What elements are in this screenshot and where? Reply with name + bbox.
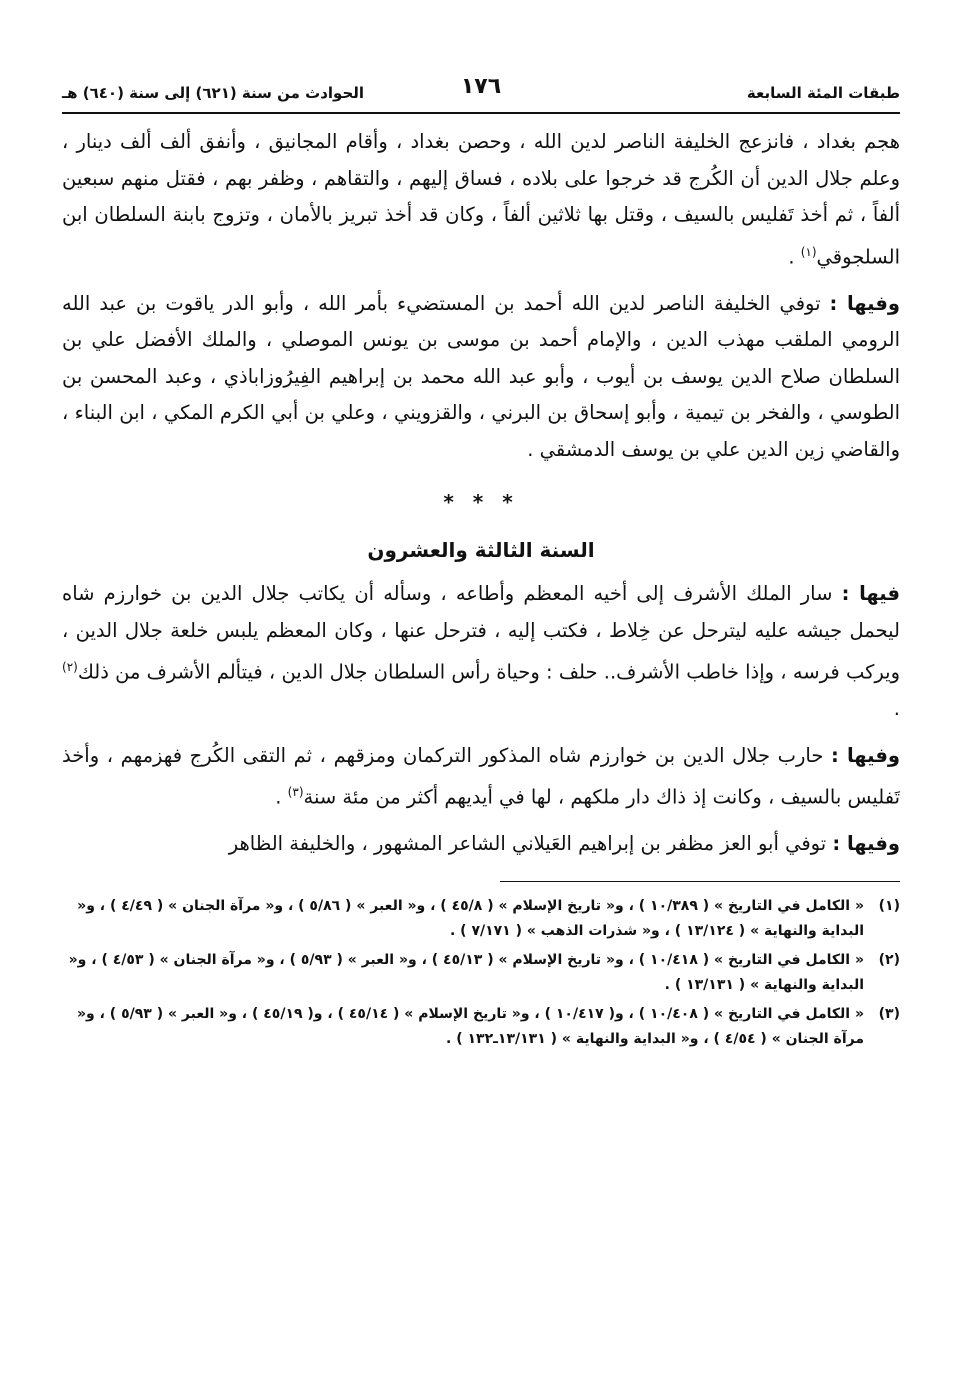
page-number: ١٧٦	[460, 74, 502, 99]
paragraph-end: .	[275, 785, 288, 809]
footnote-text: « الكامل في التاريخ » ( ١٠/٤٠٨ ) ، و( ١٠/٤١٧ ) ، و« تاريخ الإسلام » ( ٤٥/١٤ ) ، و( ٤٥/١٩ ) ، و« العبر » ( ٥/٩٣ ) ، و« مرآة الجنان » ( ٤/٥٤ ) ، و« البداية والنهاية » ( ١٣/١٣١ـ١٣٢ ) .	[76, 1005, 864, 1047]
paragraph	[62, 826, 900, 863]
footnotes	[62, 894, 900, 1052]
paragraph-text: هجم بغداد ، فانزعج الخليفة الناصر لدين الله ، وحصن بغداد ، وأقام المجانيق ، وأنفق ألف ألف دينار ، وعلم جلال الدين أن الكُرج قد خرجوا على بلاده ، فساق إليهم ، والتقاهم ، وظفر بهم ، فقتل منهم سبعين ألفاً ، ثم أخذ تَفليس بالسيف ، وقتل بها ثلاثين ألفاً ، وكان قد أخذ تبريز بالأمان ، وتزوج بابنة السلطان ابن السلجوقي	[62, 130, 900, 268]
footnote-text: « الكامل في التاريخ » ( ١٠/٤١٨ ) ، و« تاريخ الإسلام » ( ٤٥/١٣ ) ، و« العبر » ( ٥/٩٣ ) ، و« مرآة الجنان » ( ٤/٥٣ ) ، و« البداية والنهاية » ( ١٣/١٣١ ) .	[68, 951, 864, 993]
main-text	[62, 124, 900, 468]
footnote-number: (٢)	[878, 951, 900, 968]
section-separator: * * *	[443, 490, 519, 514]
footnote	[62, 948, 900, 998]
paragraph	[62, 738, 900, 817]
footnote	[62, 894, 900, 944]
running-header	[62, 74, 900, 108]
paragraph-text: حارب جلال الدين بن خوارزم شاه المذكور التركمان ومزقهم ، ثم التقى الكُرج فهزمهم ، وأخذ تَفليس بالسيف ، وكانت إذ ذاك دار ملكهم ، لها في أيديهم أكثر من مئة سنة	[62, 743, 900, 809]
footnote-number: (٣)	[878, 1005, 900, 1022]
header-divider	[62, 112, 900, 114]
section-text	[62, 576, 900, 863]
footnote	[62, 1002, 900, 1052]
footnote-number: (١)	[878, 897, 900, 914]
paragraph-text: توفي الخليفة الناصر لدين الله أحمد بن المستضيء بأمر الله ، وأبو الدر ياقوت بن عبد الله الرومي الملقب مهذب الدين ، والإمام أحمد بن موسى بن يونس الموصلي ، والملك الأفضل علي بن السلطان صلاح الدين يوسف بن أيوب ، وأبو عبد الله محمد بن إبراهيم الفِيرُوزاباذي ، وعبد المحسن بن الطوسي ، والفخر بن تيمية ، وأبو إسحاق بن البرني ، والقزويني ، وعلي بن أبي الكرم المكي ، ابن البناء ، والقاضي زين الدين علي بن يوسف الدمشقي .	[62, 291, 900, 461]
paragraph-end: .	[788, 245, 801, 268]
chapter-range-header: الحوادث من سنة (٦٢١) إلى سنة (٦٤٠) هـ	[62, 84, 365, 102]
paragraph	[62, 124, 900, 276]
footnote-text: « الكامل في التاريخ » ( ١٠/٣٨٩ ) ، و« تاريخ الإسلام » ( ٤٥/٨ ) ، و« العبر » ( ٥/٨٦ ) ، و« مرآة الجنان » ( ٤/٤٩ ) ، و« البداية والنهاية » ( ١٣/١٢٤ ) ، و« شذرات الذهب » ( ٧/١٧١ ) .	[77, 897, 864, 939]
paragraph-end: .	[893, 697, 900, 720]
book-page	[62, 74, 900, 1056]
paragraph-lead: وفيها :	[829, 291, 900, 315]
section-title: السنة الثالثة والعشرون	[367, 538, 595, 562]
paragraph	[62, 576, 900, 728]
paragraph-lead: فيها :	[841, 582, 900, 605]
paragraph-lead: وفيها :	[830, 743, 900, 767]
paragraph-text: سار الملك الأشرف إلى أخيه المعظم وأطاعه ، وسأله أن يكاتب جلال الدين بن خوارزم شاه ليحمل جيشه عليه ليترحل عن خِلاط ، فكتب إليه ، فترحل عنها ، وكان المعظم يلبس خلعة جلال الدين ، ويركب فرسه ، وإذا خاطب الأشرف.. حلف : وحياة رأس السلطان جلال الدين ، فيتألم الأشرف من ذلك	[62, 582, 900, 684]
paragraph-text: توفي أبو العز مظفر بن إبراهيم العَيلاني الشاعر المشهور ، والخليفة الظاهر	[228, 832, 833, 855]
paragraph-lead: وفيها :	[832, 832, 900, 855]
paragraph	[62, 286, 900, 469]
footnote-ref[interactable]: (٢)	[62, 660, 78, 674]
footnote-ref[interactable]: (١)	[800, 244, 817, 259]
footnote-ref[interactable]: (٣)	[287, 785, 304, 799]
footnote-divider	[500, 881, 900, 882]
book-title-header: طبقات المئة السابعة	[746, 84, 900, 102]
